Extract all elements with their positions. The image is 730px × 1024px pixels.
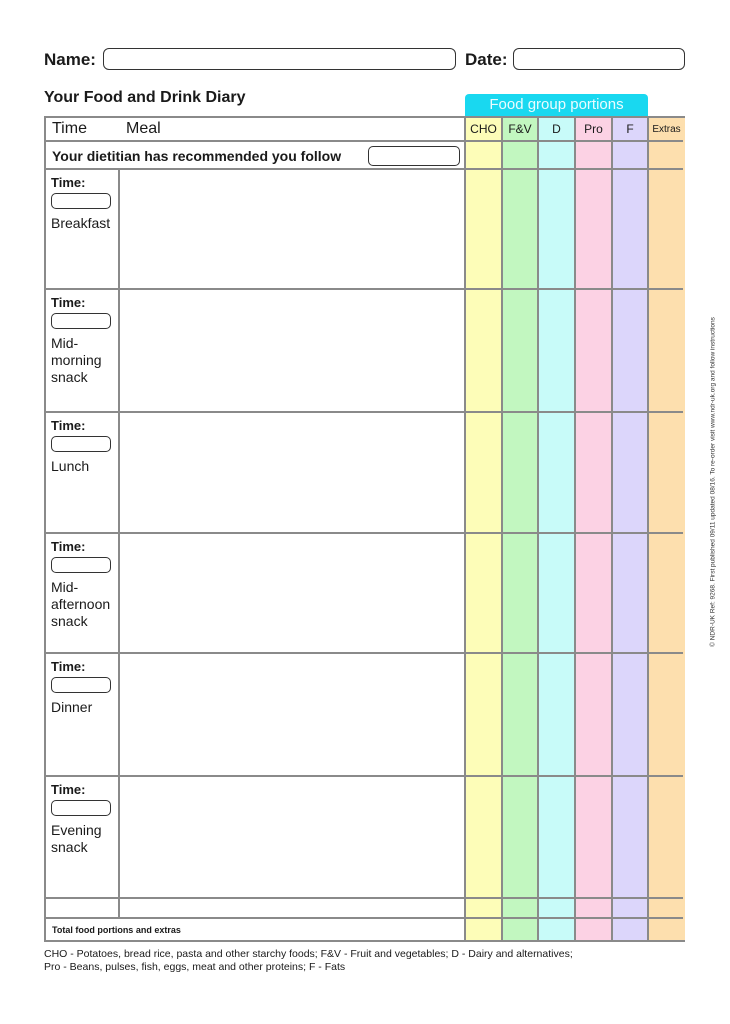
column-divider (501, 118, 503, 940)
column-divider (647, 118, 649, 940)
meal-entry-area[interactable] (121, 655, 463, 776)
row-divider (46, 917, 683, 919)
column-fv-fill[interactable] (502, 118, 538, 940)
row-divider (46, 168, 683, 170)
time-field[interactable] (51, 557, 111, 573)
meal-name: Mid- morning snack (51, 335, 102, 385)
meal-header: Meal (126, 120, 161, 137)
time-field[interactable] (51, 677, 111, 693)
recommend-text: Your dietitian has recommended you follow (52, 148, 342, 164)
footnote-line-2: Pro - Beans, pulses, fish, eggs, meat and other proteins; F - Fats (44, 961, 346, 973)
recommend-field[interactable] (368, 146, 460, 166)
diary-title: Your Food and Drink Diary (44, 89, 246, 106)
column-header-cho: CHO (470, 122, 497, 136)
name-field[interactable] (103, 48, 456, 70)
time-label: Time: (51, 782, 86, 797)
column-header-extras: Extras (652, 124, 681, 135)
meal-name: Evening snack (51, 822, 102, 855)
row-divider (46, 897, 683, 899)
column-pro-fill[interactable] (575, 118, 612, 940)
column-divider (464, 118, 466, 940)
footnote-line-1: CHO - Potatoes, bread rice, pasta and other starchy foods; F&V - Fruit and vegetables; D - Dairy and alternatives; (44, 948, 573, 960)
row-divider (46, 140, 683, 142)
row-divider (46, 411, 683, 413)
column-header-fv: F&V (508, 122, 532, 136)
time-field[interactable] (51, 800, 111, 816)
meal-row-label (46, 653, 119, 776)
column-d-fill[interactable] (538, 118, 575, 940)
column-header-d: D (552, 122, 561, 136)
column-header-f: F (626, 122, 634, 136)
meal-row-label (46, 169, 119, 289)
footnote (44, 948, 704, 974)
time-header: Time (52, 120, 87, 137)
time-field[interactable] (51, 313, 111, 329)
name-label: Name: (44, 50, 96, 69)
time-label: Time: (51, 175, 86, 190)
row-divider (46, 532, 683, 534)
meal-name: Mid- afternoon snack (51, 579, 111, 629)
meal-entry-area[interactable] (121, 414, 463, 533)
meal-row-label (46, 776, 119, 898)
meal-name: Dinner (51, 699, 93, 715)
meal-name: Breakfast (51, 215, 111, 231)
row-divider (46, 652, 683, 654)
time-label: Time: (51, 659, 86, 674)
meal-entry-area[interactable] (121, 778, 463, 898)
column-f-fill[interactable] (612, 118, 648, 940)
meal-entry-area[interactable] (121, 291, 463, 412)
date-label: Date: (465, 50, 508, 69)
column-header-pro: Pro (584, 122, 603, 136)
meal-row-label (46, 533, 119, 653)
time-label: Time: (51, 295, 86, 310)
time-label: Time: (51, 539, 86, 554)
meal-entry-area[interactable] (121, 535, 463, 653)
row-divider (46, 288, 683, 290)
row-divider (46, 775, 683, 777)
food-group-tab: Food group portions (465, 94, 648, 116)
column-divider (118, 169, 120, 918)
time-label: Time: (51, 418, 86, 433)
column-cho-fill[interactable] (465, 118, 502, 940)
column-extras-fill[interactable] (648, 118, 685, 940)
diary-table (44, 116, 685, 942)
meal-row-label (46, 412, 119, 533)
time-field[interactable] (51, 436, 111, 452)
total-label: Total food portions and extras (52, 925, 181, 935)
column-divider (574, 118, 576, 940)
meal-name: Lunch (51, 458, 90, 474)
meal-row-label (46, 289, 119, 412)
meal-entry-area[interactable] (121, 171, 463, 289)
date-field[interactable] (513, 48, 685, 70)
column-divider (537, 118, 539, 940)
column-divider (611, 118, 613, 940)
time-field[interactable] (51, 193, 111, 209)
side-note: © NDR-UK Ref: 9268. First published 09/11 updated 08/16. To re-order visit www.ndr-uk.org and follow instructions (709, 317, 717, 647)
